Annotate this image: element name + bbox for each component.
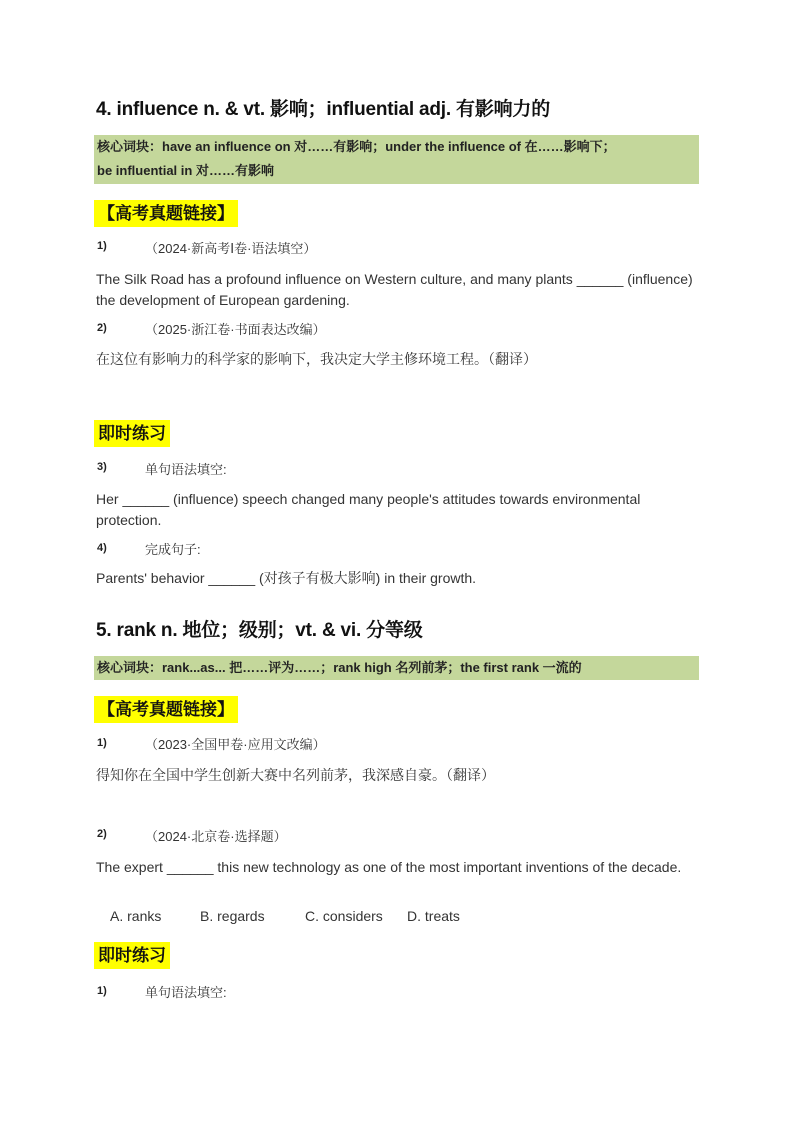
question-text: The expert ______ this new technology as one of the most important inventions of the decade. bbox=[96, 859, 682, 875]
question-number: 3) bbox=[97, 461, 107, 473]
question-text: The Silk Road has a profound influence on Western culture, and many plants ______ (influence) the development of European gardening. bbox=[96, 271, 693, 308]
option-a: A. ranks bbox=[110, 908, 162, 924]
core-chunks-line-1: 核心词块：rank...as... 把……评为……；rank high 名列前茅；the first rank 一流的 bbox=[97, 660, 582, 675]
question-number: 2) bbox=[97, 828, 107, 840]
question-source: （2024·新高考Ⅰ卷·语法填空） bbox=[145, 241, 317, 256]
question-text: 得知你在全国中学生创新大赛中名列前茅，我深感自豪。（翻译） bbox=[96, 767, 495, 783]
gaokao-link-tag: 【高考真题链接】 bbox=[94, 200, 238, 227]
question-source: （2025·浙江卷·书面表达改编） bbox=[145, 322, 326, 337]
section-4-title: 4. influence n. & vt. 影响；influential adj. 有影响力的 bbox=[96, 99, 551, 120]
core-chunks-box-5 bbox=[94, 656, 699, 680]
option-c: C. considers bbox=[305, 908, 383, 924]
option-d: D. treats bbox=[407, 908, 460, 924]
question-number: 4) bbox=[97, 542, 107, 554]
question-text: Her ______ (influence) speech changed many people's attitudes towards environmental protection. bbox=[96, 491, 641, 528]
question-source: （2023·全国甲卷·应用文改编） bbox=[145, 737, 326, 752]
question-instruction: 单句语法填空: bbox=[145, 462, 227, 477]
section-5-title: 5. rank n. 地位；级别；vt. & vi. 分等级 bbox=[96, 620, 423, 641]
question-instruction: 完成句子: bbox=[145, 542, 201, 557]
core-chunks-line-1: 核心词块：have an influence on 对……有影响；under the influence of 在……影响下； bbox=[97, 139, 616, 154]
gaokao-link-tag: 【高考真题链接】 bbox=[94, 696, 238, 723]
question-text: Parents' behavior ______ (对孩子有极大影响) in their growth. bbox=[96, 570, 477, 586]
question-instruction: 单句语法填空: bbox=[145, 985, 227, 1000]
question-source: （2024·北京卷·选择题） bbox=[145, 829, 287, 844]
core-chunks-line-2: be influential in 对……有影响 bbox=[97, 163, 274, 178]
question-number: 1) bbox=[97, 737, 107, 749]
question-number: 1) bbox=[97, 240, 107, 252]
question-number: 2) bbox=[97, 322, 107, 334]
practice-tag: 即时练习 bbox=[94, 942, 170, 969]
practice-tag: 即时练习 bbox=[94, 420, 170, 447]
option-b: B. regards bbox=[200, 908, 265, 924]
question-number: 1) bbox=[97, 985, 107, 997]
core-chunks-box-4 bbox=[94, 135, 699, 184]
question-text: 在这位有影响力的科学家的影响下，我决定大学主修环境工程。（翻译） bbox=[96, 351, 537, 367]
